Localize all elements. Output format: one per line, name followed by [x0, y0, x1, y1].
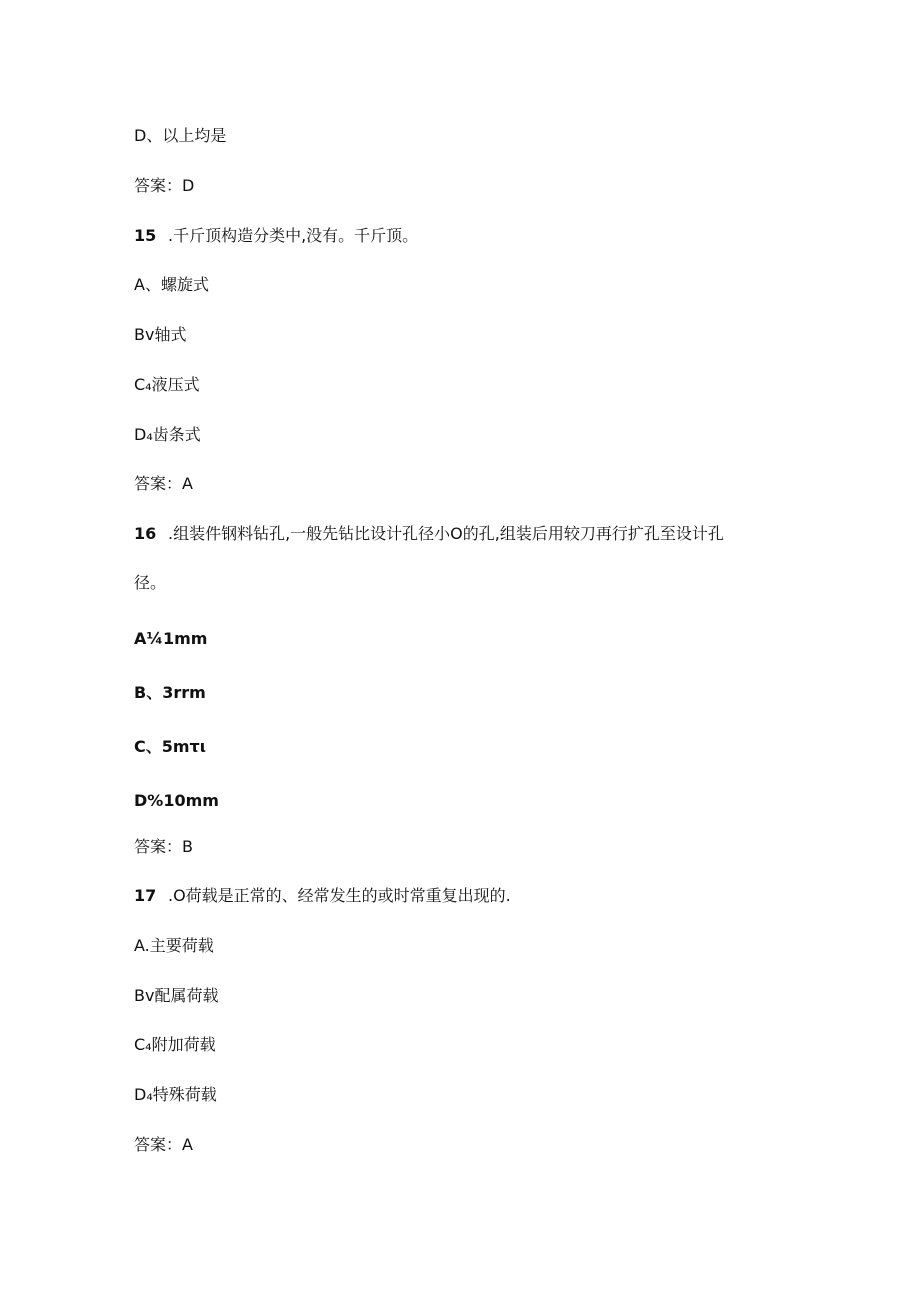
q16-option-d: D%10mm: [134, 791, 219, 810]
q15-number: 15: [134, 226, 157, 245]
q16-option-c: C、5mτι: [134, 737, 206, 756]
q15-question: [134, 225, 418, 247]
q16-text-line2: 径。: [134, 573, 167, 592]
q17-number: 17: [134, 886, 157, 905]
q16-text-line1: .组装件钢料钻孔,一般先钻比设计孔径小O的孔,组装后用较刀再行扩孔至设计孔: [168, 524, 724, 543]
q16-option-b: B、3rrm: [134, 683, 206, 702]
q15-option-a: A、螺旋式: [134, 275, 209, 294]
q16-option-a: A¼1mm: [134, 629, 208, 648]
q15-answer: 答案：A: [134, 474, 193, 493]
q15-option-c: C₄液压式: [134, 375, 200, 394]
q15-text: .千斤顶构造分类中,没有。千斤顶。: [168, 226, 419, 245]
q14-option-d: D、以上均是: [134, 126, 227, 145]
q17-option-b: Bv配属荷载: [134, 986, 219, 1005]
q15-option-b: Bv轴式: [134, 325, 187, 344]
q17-text: .O荷载是正常的、经常发生的或时常重复出现的.: [168, 886, 511, 905]
q17-option-d: D₄特殊荷载: [134, 1085, 217, 1104]
q16-question: [134, 523, 724, 545]
q17-option-a: A.主要荷载: [134, 936, 214, 955]
q17-answer: 答案：A: [134, 1135, 193, 1154]
q17-question: [134, 885, 511, 907]
q16-answer: 答案：B: [134, 837, 193, 856]
q17-option-c: C₄附加荷载: [134, 1035, 216, 1054]
q15-option-d: D₄齿条式: [134, 425, 201, 444]
q16-number: 16: [134, 524, 157, 543]
q14-answer: 答案：D: [134, 176, 195, 195]
